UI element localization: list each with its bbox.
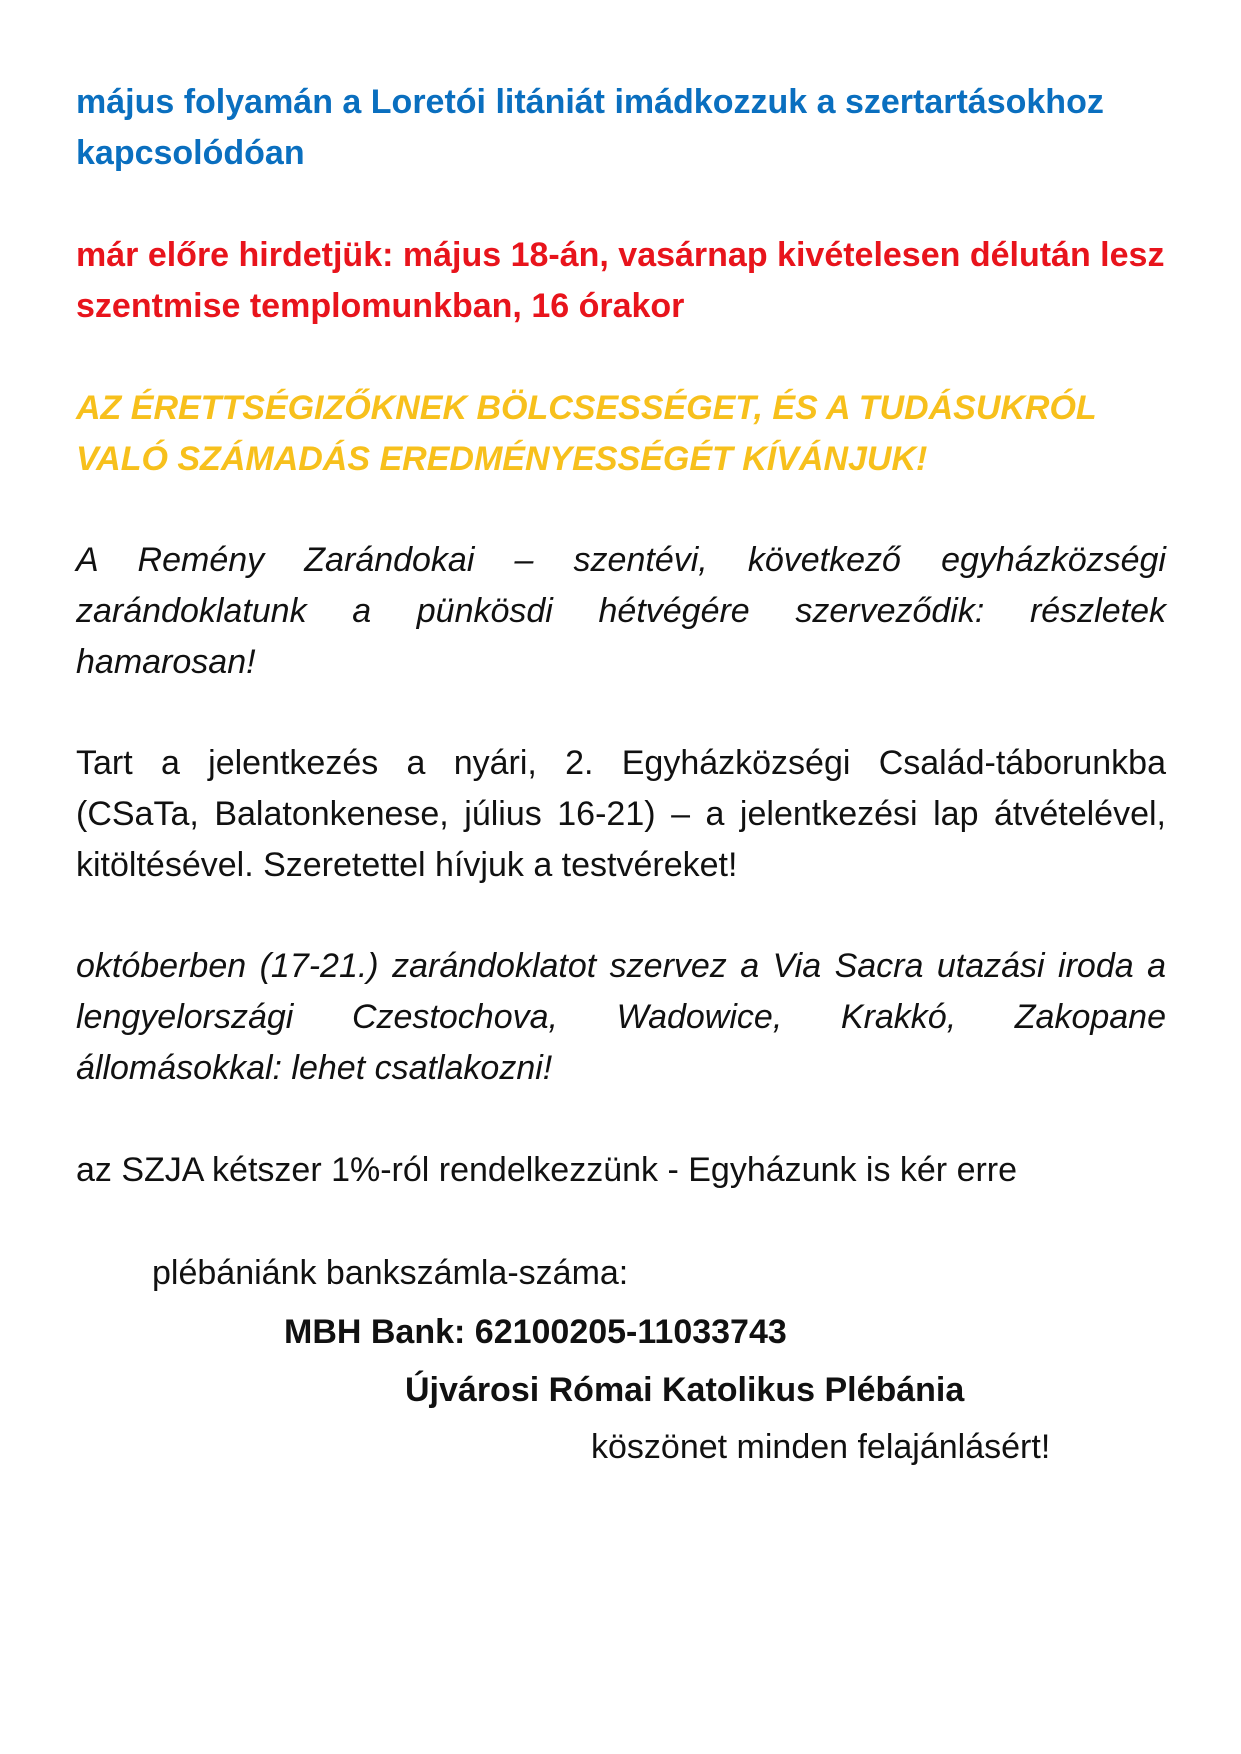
thanks-note: köszönet minden felajánlásért! bbox=[591, 1428, 1051, 1466]
special-mass-announcement: már előre hirdetjük: május 18-án, vasárnap kivételesen délután lesz szentmise templomunkban, 16 órakor bbox=[76, 236, 1165, 325]
bank-account-label: plébániánk bankszámla-száma: bbox=[152, 1254, 629, 1292]
tax-donation-announcement: az SZJA kétszer 1%-ról rendelkezzünk - Egyházunk is kér erre bbox=[76, 1151, 1018, 1189]
pentecost-pilgrimage-announcement: A Remény Zarándokai – szentévi, következő egyházközségi zarándoklatunk a pünkösdi hétvégére szerveződik: részletek hamarosan! bbox=[76, 541, 1166, 681]
account-holder: Újvárosi Római Katolikus Plébánia bbox=[405, 1371, 965, 1409]
graduation-wish: AZ ÉRETTSÉGIZŐKNEK BÖLCSESSÉGET, ÉS A TUDÁSUKRÓL VALÓ SZÁMADÁS EREDMÉNYESSÉGÉT KÍVÁNJUK! bbox=[76, 389, 1097, 478]
october-pilgrimage-announcement: októberben (17-21.) zarándoklatot szervez a Via Sacra utazási iroda a lengyelországi Czestochova, Wadowice, Krakkó, Zakopane állomásokkal: lehet csatlakozni! bbox=[76, 947, 1166, 1087]
litany-announcement: május folyamán a Loretói litániát imádkozzuk a szertartásokhoz kapcsolódóan bbox=[76, 83, 1104, 172]
bank-account-number: MBH Bank: 62100205-11033743 bbox=[284, 1313, 787, 1351]
family-camp-announcement: Tart a jelentkezés a nyári, 2. Egyházközségi Család-táborunkba (CSaTa, Balatonkenese, július 16-21) – a jelentkezési lap átvételével, kitöltésével. Szeretettel hívjuk a testvéreket! bbox=[76, 744, 1166, 884]
